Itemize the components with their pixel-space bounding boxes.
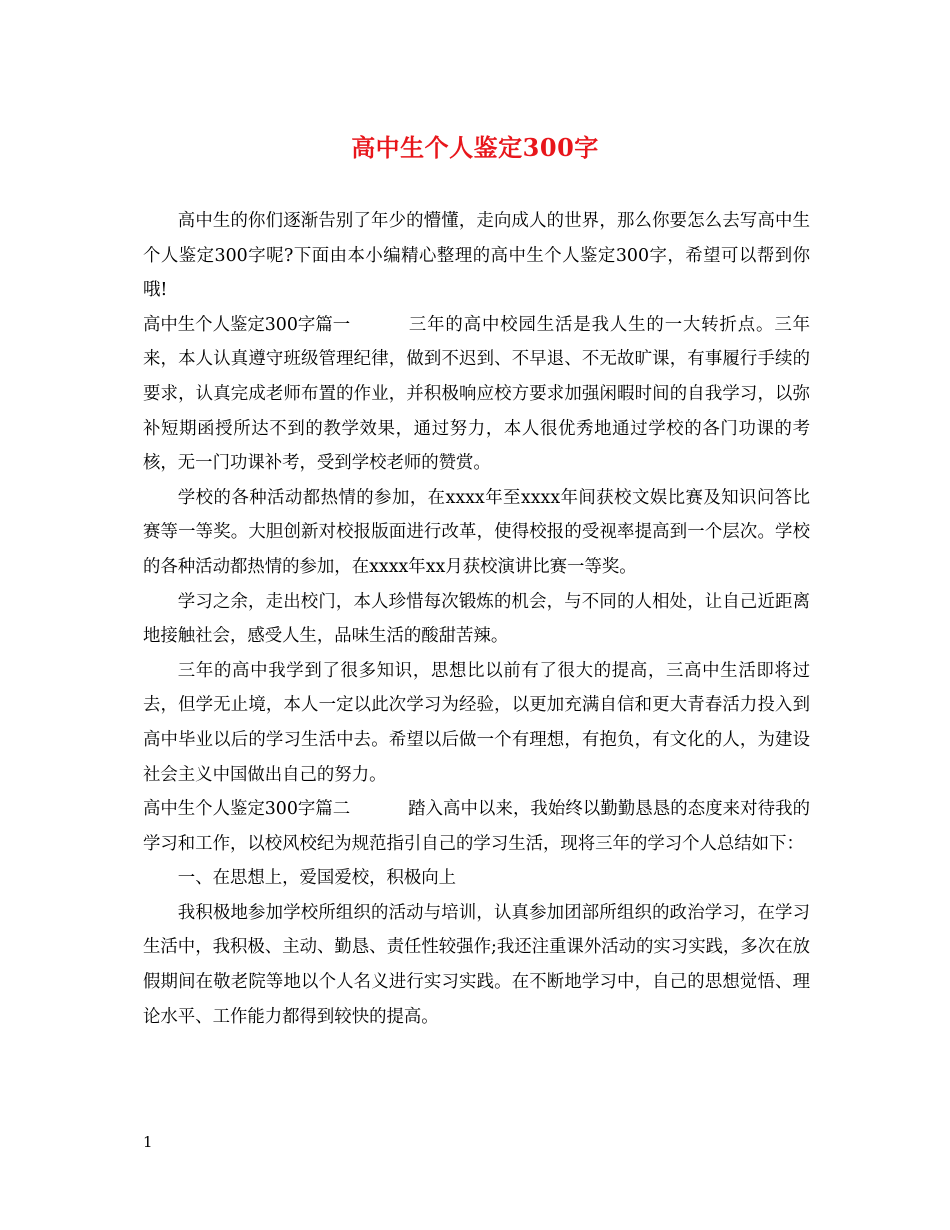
section-two-text: 踏入高中以来，我始终以勤勤恳恳的态度来对待我的学习和工作，以校风校纪为规范指引自己的学习生活，现将三年的学习个人总结如下： bbox=[143, 799, 810, 854]
body-paragraph: 学习之余，走出校门，本人珍惜每次锻炼的机会，与不同的人相处，让自己近距离地接触社会，感受人生，品味生活的酸甜苦辣。 bbox=[143, 591, 810, 647]
document-body bbox=[143, 204, 810, 1034]
section-one-paragraph bbox=[143, 308, 810, 481]
body-paragraph: 学校的各种活动都热情的参加，在xxxx年至xxxx年间获校文娱比赛及知识问答比赛等一等奖。大胆创新对校报版面进行改革，使得校报的受视率提高到一个层次。学校的各种活动都热情的参加，在xxxx年xx月获校演讲比赛一等奖。 bbox=[143, 487, 810, 577]
section-one-heading: 高中生个人鉴定300字篇一 bbox=[143, 314, 351, 335]
body-paragraph: 三年的高中我学到了很多知识，思想比以前有了很大的提高，三高中生活即将过去，但学无止境，本人一定以此次学习为经验，以更加充满自信和更大青春活力投入到高中毕业以后的学习生活中去。希望以后做一个有理想，有抱负，有文化的人，为建设社会主义中国做出自己的努力。 bbox=[143, 660, 810, 785]
section-two-paragraph bbox=[143, 792, 810, 861]
section-two-heading: 高中生个人鉴定300字篇二 bbox=[143, 799, 351, 820]
subheading-paragraph: 一、在思想上，爱国爱校，积极向上 bbox=[177, 868, 457, 889]
intro-paragraph: 高中生的你们逐渐告别了年少的懵懂，走向成人的世界，那么你要怎么去写高中生个人鉴定300字呢?下面由本小编精心整理的高中生个人鉴定300字，希望可以帮到你哦! bbox=[143, 211, 810, 301]
document-title: 高中生个人鉴定300字 bbox=[351, 133, 599, 162]
section-one-text: 三年的高中校园生活是我人生的一大转折点。三年来，本人认真遵守班级管理纪律，做到不迟到、不早退、不无故旷课，有事履行手续的要求，认真完成老师布置的作业，并积极响应校方要求加强闲暇时间的自我学习，以弥补短期函授所达不到的教学效果，通过努力，本人很优秀地通过学校的各门功课的考核，无一门功课补考，受到学校老师的赞赏。 bbox=[143, 314, 810, 474]
body-paragraph: 我积极地参加学校所组织的活动与培训，认真参加团部所组织的政治学习，在学习生活中，我积极、主动、勤恳、责任性较强作;我还注重课外活动的实习实践，多次在放假期间在敬老院等地以个人名义进行实习实践。在不断地学习中，自己的思想觉悟、理论水平、工作能力都得到较快的提高。 bbox=[143, 902, 810, 1027]
page-number: 1 bbox=[143, 1133, 153, 1151]
